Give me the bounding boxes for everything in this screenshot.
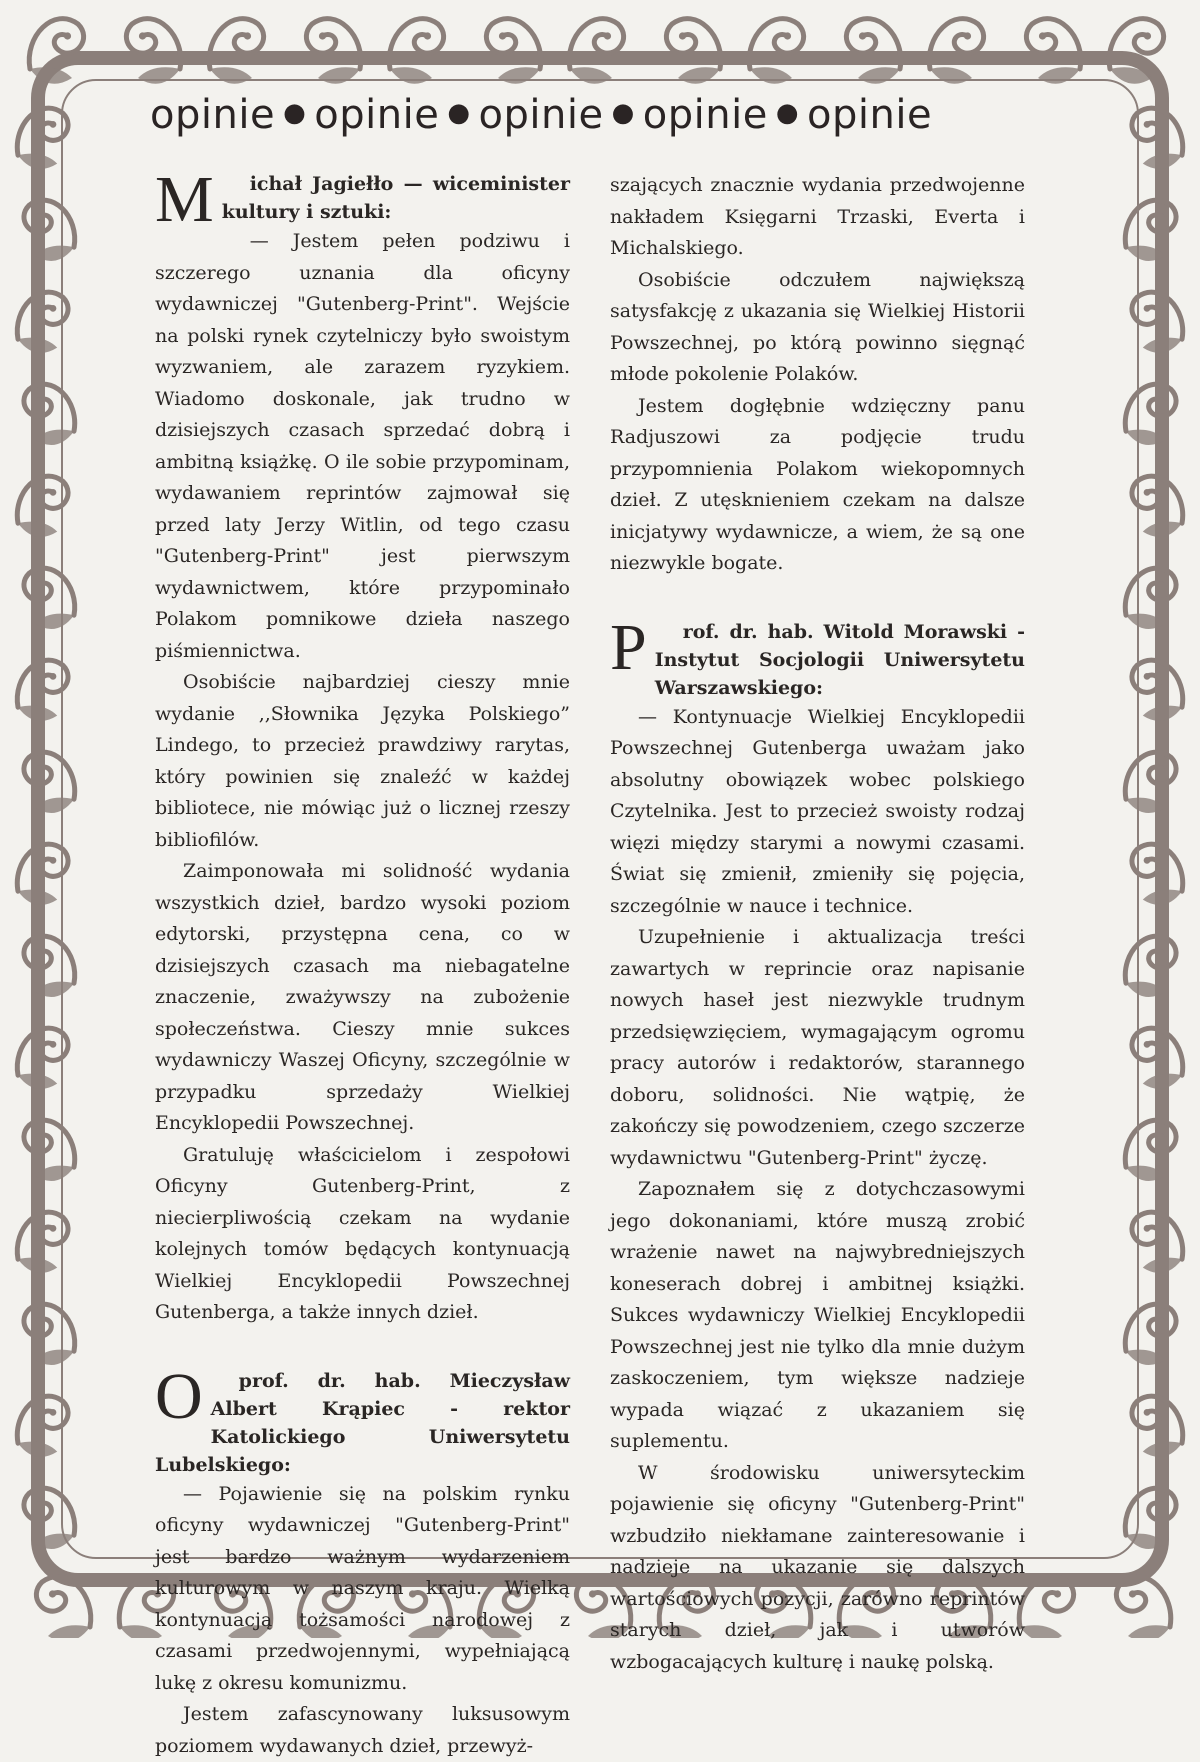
paragraph: Gratuluję właścicielom i zespołowi Oficyny Gutenberg-Print, z niecierpliwością czekam na wydanie kolejnych tomów będących kontynuacją Wielkiej Encyklopedii Powszechnej Gutenberga, a także innych dzieł.: [155, 1140, 570, 1329]
opinion-jagiello: [155, 170, 570, 1329]
header-opinie: [150, 92, 1030, 138]
header-word: opinie: [807, 92, 932, 138]
opinion-krapiec: [155, 1367, 570, 1762]
dropcap: O: [155, 1369, 203, 1425]
header-word: opinie: [643, 92, 768, 138]
bullet-icon: ●: [776, 98, 799, 128]
header-word: opinie: [314, 92, 439, 138]
paragraph: — Pojawienie się na polskim rynku oficyny wydawniczej "Gutenberg-Print" jest bardzo ważnym wydarzeniem kulturowym w naszym kraju. Wielką kontynuacją tożsamości narodowej z czasami przedwojennymi, wypełniającą lukę z okresu komunizmu.: [155, 1479, 570, 1700]
dropcap: M: [155, 172, 214, 228]
paragraph: — Kontynuacje Wielkiej Encyklopedii Powszechnej Gutenberga uważam jako absolutny obowiązek wobec polskiego Czytelnika. Jest to przecież swoisty rodzaj więzi między starymi a nowymi czasami. Świat się zmienił, zmieniły się pojęcia, szczególnie w nauce i technice.: [610, 702, 1025, 923]
speaker-heading: prof. dr. hab. Mieczysław Albert Krąpiec - rektor Katolickiego Uniwersytetu Lubelskiego:: [155, 1367, 570, 1479]
scroll-ornament: [29, 19, 83, 84]
bullet-icon: ●: [612, 98, 635, 128]
paragraph: — Jestem pełen podziwu i szczerego uznania dla oficyny wydawniczej "Gutenberg-Print". Wejście na polski rynek czytelniczy było swoistym wyzwaniem, ale zarazem ryzykiem. Wiadomo doskonale, jak trudno w dzisiejszych czasach sprzedać dobrą i ambitną książkę. O ile sobie przypominam, wydawaniem reprintów zajmował się przed laty Jerzy Witlin, od tego czasu "Gutenberg-Print" jest pierwszym wydawnictwem, które przypominało Polakom pomnikowe dzieła naszego piśmiennictwa.: [155, 226, 570, 667]
right-column: [610, 170, 1025, 1678]
speaker-heading: ichał Jagiełło — wiceminister kultury i sztuki:: [155, 170, 570, 226]
opinion-morawski: [610, 618, 1025, 1679]
opinion-krapiec-continued: [610, 170, 1025, 580]
header-word: opinie: [479, 92, 604, 138]
paragraph: Zaimponowała mi solidność wydania wszystkich dzieł, bardzo wysoki poziom edytorski, przystępna cena, co w dzisiejszych czasach ma niebagatelne znaczenie, zważywszy na zubożenie społeczeństwa. Cieszy mnie sukces wydawniczy Waszej Oficyny, szczególnie w przypadku sprzedaży Wielkiej Encyklopedii Powszechnej.: [155, 856, 570, 1140]
dropcap: P: [610, 620, 647, 676]
paragraph: szających znacznie wydania przedwojenne nakładem Księgarni Trzaski, Everta i Michalskiego.: [610, 170, 1025, 265]
bullet-icon: ●: [447, 98, 470, 128]
paragraph: Osobiście odczułem największą satysfakcję z ukazania się Wielkiej Historii Powszechnej, po którą powinno sięgnąć młode pokolenie Polaków.: [610, 265, 1025, 391]
paragraph: Jestem zafascynowany luksusowym poziomem wydawanych dzieł, przewyż-: [155, 1699, 570, 1762]
bullet-icon: ●: [283, 98, 306, 128]
paragraph: Jestem dogłębnie wdzięczny panu Radjuszowi za podjęcie trudu przypomnienia Polakom wiekopomnych dzieł. Z utęsknieniem czekam na dalsze inicjatywy wydawnicze, a wiem, że są one niezwykle bogate.: [610, 391, 1025, 580]
paragraph: W środowisku uniwersyteckim pojawienie się oficyny "Gutenberg-Print" wzbudziło niekłamane zainteresowanie i nadzieje na ukazanie się dalszych wartościowych pozycji, zarówno reprintów starych dzieł, jak i utworów wzbogacających kulturę i naukę polską.: [610, 1458, 1025, 1679]
paragraph: Zapoznałem się z dotychczasowymi jego dokonaniami, które muszą zrobić wrażenie nawet na najwybredniejszych koneserach dobrej i ambitnej książki. Sukces wydawniczy Wielkiej Encyklopedii Powszechnej jest nie tylko dla mnie dużym zaskoczeniem, tym większe nadzieje wypada wiązać z ukazaniem się suplementu.: [610, 1174, 1025, 1458]
paragraph: Osobiście najbardziej cieszy mnie wydanie ,,Słownika Języka Polskiego” Lindego, to przecież prawdziwy rarytas, który powinien się znaleźć w każdej bibliotece, nie mówiąc już o licznej rzeszy bibliofilów.: [155, 667, 570, 856]
paragraph: Uzupełnienie i aktualizacja treści zawartych w reprincie oraz napisanie nowych haseł jest niezwykle trudnym przedsięwzięciem, wymagającym ogromu pracy autorów i redaktorów, starannego doboru, solidności. Nie wątpię, że zakończy się powodzeniem, czego szczerze wydawnictwu "Gutenberg-Print" życzę.: [610, 922, 1025, 1174]
left-column: [155, 170, 570, 1762]
header-word: opinie: [150, 92, 275, 138]
speaker-heading: rof. dr. hab. Witold Morawski - Instytut Socjologii Uniwersytetu Warszawskiego:: [610, 618, 1025, 702]
